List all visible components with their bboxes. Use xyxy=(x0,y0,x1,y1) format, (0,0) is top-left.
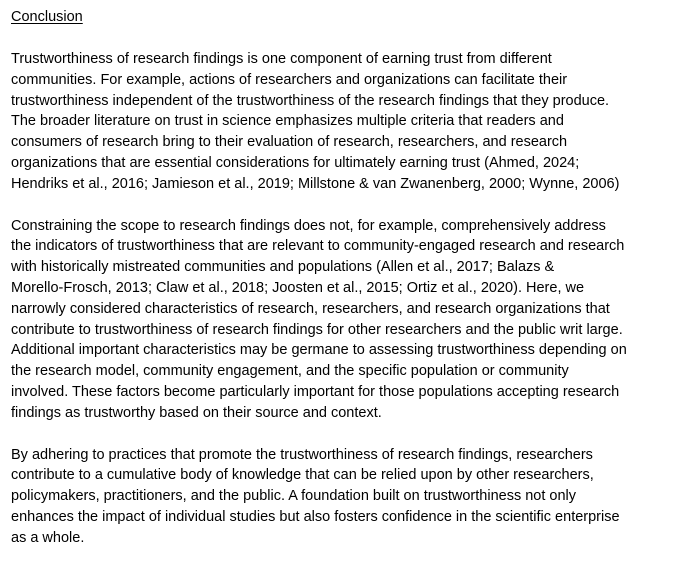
text-line: consumers of research bring to their evaluation of research, researchers, and research xyxy=(11,134,568,151)
document-page xyxy=(11,7,677,570)
text-line: Constraining the scope to research findings does not, for example, comprehensively address xyxy=(11,217,606,234)
text-line: findings as trustworthy based on their source and context. xyxy=(11,404,382,421)
section-heading: Conclusion xyxy=(11,9,83,25)
paragraph-2 xyxy=(11,216,677,424)
text-line: Additional important characteristics may be germane to assessing trustworthiness depending on xyxy=(11,342,627,359)
text-line: Morello-Frosch, 2013; Claw et al., 2018; Joosten et al., 2015; Ortiz et al., 2020). Here, we xyxy=(11,279,585,296)
paragraph-1 xyxy=(11,49,677,195)
text-line: organizations that are essential considerations for ultimately earning trust (Ahmed, 2024; xyxy=(11,154,580,171)
text-line: By adhering to practices that promote the trustworthiness of research findings, researchers xyxy=(11,446,593,463)
text-line: narrowly considered characteristics of research, researchers, and research organizations that xyxy=(11,300,610,317)
text-line: contribute to trustworthiness of research findings for other researchers and the public writ large. xyxy=(11,321,623,338)
text-line: policymakers, practitioners, and the public. A foundation built on trustworthiness not only xyxy=(11,488,577,505)
text-line: communities. For example, actions of researchers and organizations can facilitate their xyxy=(11,71,568,88)
text-line: with historically mistreated communities and populations (Allen et al., 2017; Balazs & xyxy=(11,259,555,276)
text-line: Trustworthiness of research findings is one component of earning trust from different xyxy=(11,51,552,67)
text-line: Hendriks et al., 2016; Jamieson et al., 2019; Millstone & van Zwanenberg, 2000; Wynne, 2006) xyxy=(11,175,620,192)
text-line: The broader literature on trust in science emphasizes multiple criteria that readers and xyxy=(11,113,564,130)
text-line: as a whole. xyxy=(11,529,85,546)
text-line: involved. These factors become particularly important for those populations accepting research xyxy=(11,383,620,400)
text-line: the indicators of trustworthiness that are relevant to community-engaged research and research xyxy=(11,238,625,255)
paragraph-3 xyxy=(11,445,677,549)
text-line: enhances the impact of individual studies but also fosters confidence in the scientific enterprise xyxy=(11,508,620,525)
text-line: trustworthiness independent of the trustworthiness of the research findings that they produce. xyxy=(11,92,610,109)
text-line: the research model, community engagement, and the specific population or community xyxy=(11,363,569,380)
text-line: contribute to a cumulative body of knowledge that can be relied upon by other researchers, xyxy=(11,467,594,484)
